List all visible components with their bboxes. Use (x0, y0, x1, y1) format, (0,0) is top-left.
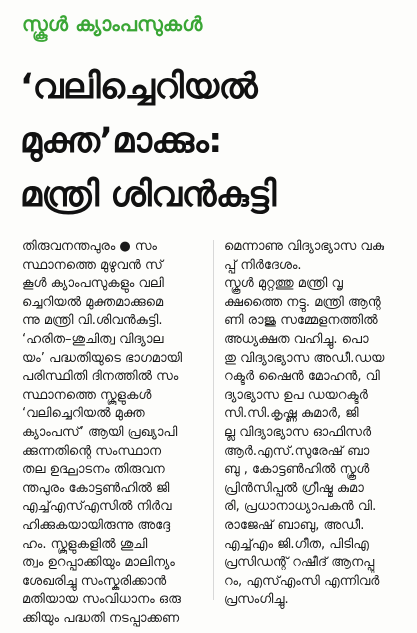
article-text-line: രാജേഷ് ബാബു, അഡീ. (224, 517, 365, 533)
article-text-line: പരിസ്ഥിതി ദിനത്തിൽ സം (22, 369, 179, 385)
article-text-line: തിരുവനന്തപുരം ● സം (22, 239, 158, 254)
article-text-line: ച്ചെറിയൽ മുക്തമാക്കുമെ (22, 294, 164, 310)
column-divider (213, 240, 214, 600)
article-text-line: പ്രിൻസിപ്പൽ ഗ്രീഷ്മ കുമാ (224, 480, 364, 496)
headline-line-2: മുക്ത’മാക്കും: (20, 121, 222, 161)
article-text-line: ‘വലിച്ചെറിയൽ മുക്ത (22, 406, 145, 422)
article-text-line: സി.സി.കൃഷ്ണ കുമാർ, ജി (224, 406, 359, 422)
article-text-line: പ്രസിഡന്റ് റഷീദ് ആനപ്പു (224, 555, 375, 571)
article-text-line: ക്കുന്നതിന്റെ സംസ്ഥാന (22, 443, 162, 459)
section-kicker: സ്കൂൾ ക്യാംപസുകൾ (22, 12, 203, 36)
article-text-line: പ്പ് നിർദേശം. (224, 257, 302, 273)
article-text-line: ക്യാംപസ്’ ആയി പ്രഖ്യാപി (22, 424, 178, 440)
article-text-line: ന്തപുരം കോട്ടൺഹിൽ ജി (22, 480, 170, 496)
article-text-line: ഹിക്കുകയായിരുന്നു അദ്ദേ (22, 517, 171, 533)
headline-line-1: ‘വലിച്ചെറിയൽ (20, 67, 258, 107)
article-text-line: റക്ടർ ഷൈൻ മോഹൻ, വി (224, 369, 380, 385)
article-text-line: ശേഖരിച്ചു സംസ്കരിക്കാൻ (22, 573, 167, 589)
article-text-line: ണി രാജു സമ്മേളനത്തിൽ (224, 313, 378, 329)
article-text-line: ‘ഹരിത–ശുചിത്വ വിദ്യാല (22, 331, 164, 347)
article-text-line: യം’ പദ്ധതിയുടെ ഭാഗമായി (22, 350, 183, 366)
article-text-line: അധ്യക്ഷത വഹിച്ചു. പൊ (224, 331, 369, 347)
article-text-line: മതിയായ സംവിധാനം ഒരു (22, 592, 181, 608)
article-text-line: തു വിദ്യാഭ്യാസ അഡീ.ഡയ (224, 350, 385, 366)
article-text-line: ആർ.എസ്.സുരേഷ് ബാ (224, 443, 370, 459)
article-text-line: ല്ല വിദ്യാഭ്യാസ ഓഫിസർ (224, 424, 372, 440)
article-text-line: സ്കൂൾ മുറ്റത്തു മന്ത്രി വൃ (224, 276, 343, 292)
article-text-line: ത്വം ഉറപ്പാക്കിയും മാലിന്യം (22, 555, 175, 571)
headline (20, 60, 405, 222)
article-text-line: എച്ച്എം ജി.ഗീത, പിടിഎ (224, 536, 369, 552)
article-text-line: ദ്യാഭ്യാസ ഉപ ഡയറക്ടർ (224, 387, 368, 403)
article-text-line: സ്ഥാനത്തെ മുഴുവൻ സ് (22, 257, 163, 273)
article-text-line: എച്ച്എസ്എസിൽ നിർവ (22, 499, 172, 515)
article-text-line: രി, പ്രധാനാധ്യാപകൻ വി. (224, 499, 377, 515)
article-text-line: മെന്നാണു വിദ്യാഭ്യാസ വകു (224, 239, 385, 254)
article-text-line: പ്രസംഗിച്ചു. (224, 592, 289, 608)
article-text-line: കൂൾ ക്യാംപസുകളും വലി (22, 276, 164, 292)
article-text-line: ബു , കോട്ടൺഹിൽ സ്കൂൾ (224, 462, 370, 478)
article-right-column (224, 238, 406, 610)
article-text-line: ക്കിയും പദ്ധതി നടപ്പാക്കണ (22, 610, 180, 626)
article-text-line: റം, എസ്എംസി എന്നിവർ (224, 573, 380, 589)
headline-line-3: മന്ത്രി ശിവൻകുട്ടി (20, 175, 276, 215)
article-text-line: ക്ഷത്തൈ നട്ടു. മന്ത്രി ആന്റ (224, 294, 381, 310)
article-text-line: ന്നു മന്ത്രി വി.ശിവൻകുട്ടി. (22, 313, 163, 329)
article-left-column (22, 238, 208, 628)
article-text-line: സ്ഥാനത്തെ സ്കൂളുകൾ (22, 387, 152, 403)
article-text-line: ഹം. സ്കൂളുകളിൽ ശുചി (22, 536, 148, 552)
article-text-line: തല ഉദ്ഘാടനം തിരുവന (22, 462, 165, 478)
